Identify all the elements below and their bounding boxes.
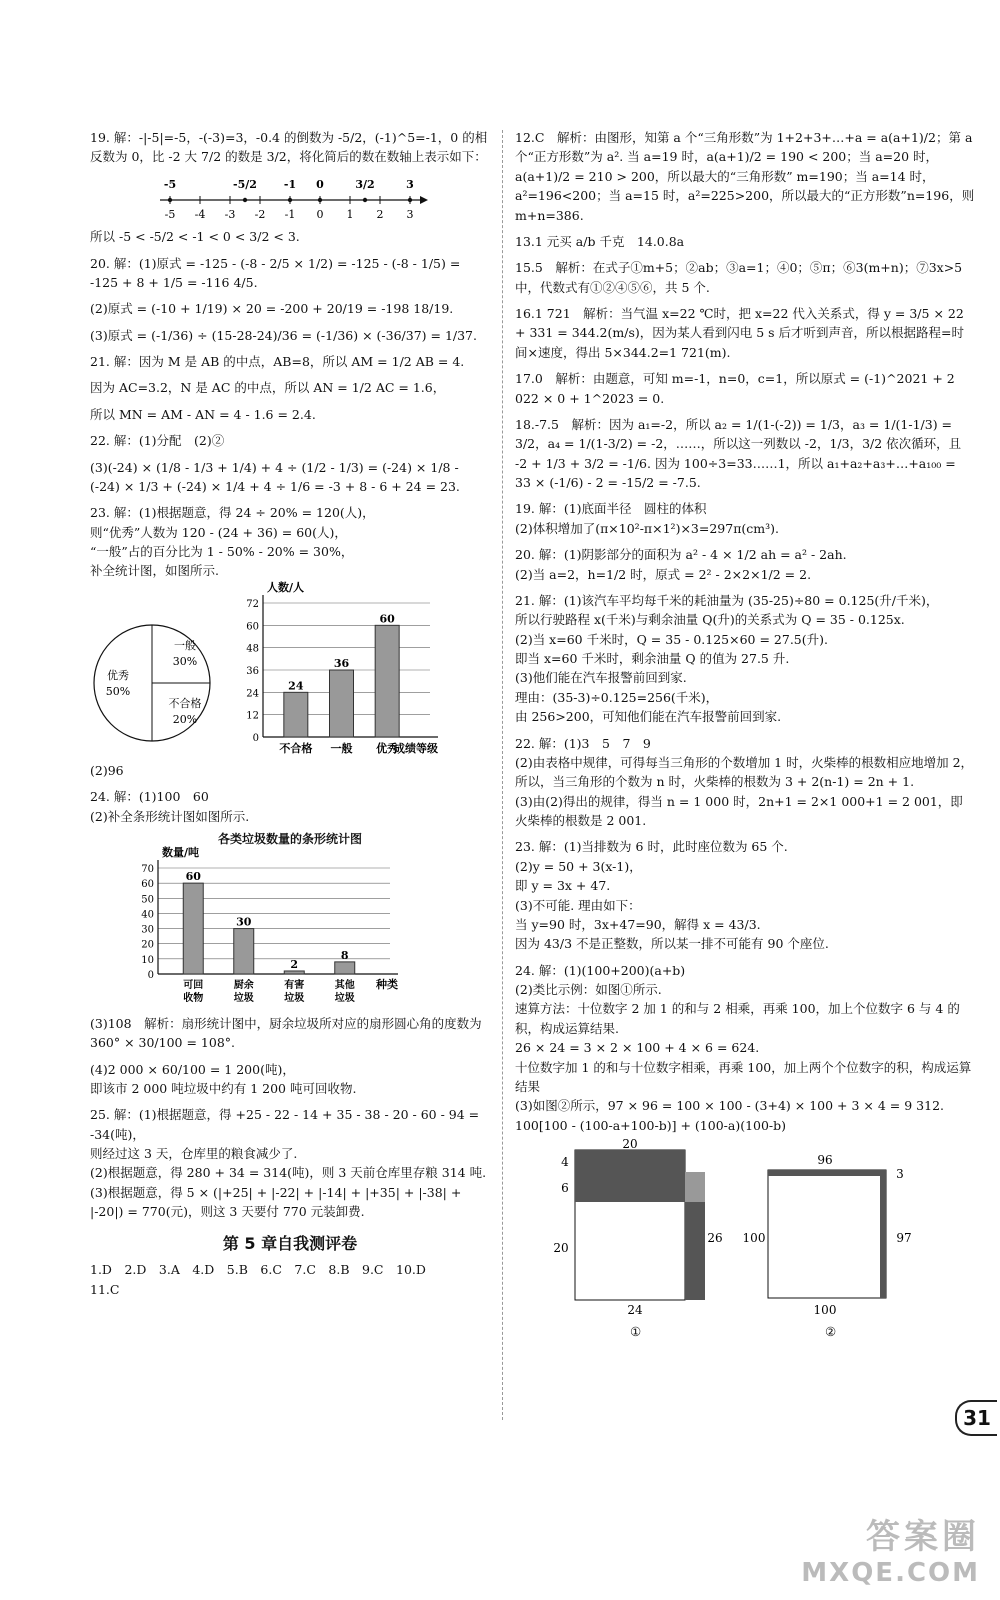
- y-tick-label: 72: [246, 598, 259, 610]
- watermark: [801, 1509, 980, 1588]
- y-tick-label: 20: [141, 940, 154, 952]
- r-q15: 15.5 解析：在式子①m+5；②ab；③a=1；④0；⑤π；⑥3(m+n)；⑦3x>5 中，代数式有①②④⑤⑥，共 5 个.: [515, 260, 967, 295]
- x-tick-label: 垃圾: [233, 993, 254, 1005]
- q23-part2: (2)96: [90, 762, 124, 778]
- pie-label-excellent-pct: 50%: [105, 684, 131, 698]
- x-axis-label: 成绩等级: [394, 741, 438, 755]
- q20-part2: (2)原式 = (-10 + 1/19) × 20 = -200 + 20/19 = -198 18/19.: [90, 301, 454, 317]
- bar-value-label: 60: [379, 612, 395, 626]
- r-q21-5: (3)他们能在汽车报警前回到家.: [515, 670, 687, 686]
- x-tick-label: 一般: [330, 741, 353, 755]
- x-tick-label: 优秀: [376, 741, 399, 755]
- y-axis-label: 人数/人: [267, 580, 305, 594]
- r-q23-1: 23. 解：(1)当排数为 6 时，此时座位数为 65 个.: [515, 839, 788, 855]
- bar: [335, 962, 355, 974]
- bar-value-label: 30: [236, 916, 252, 930]
- numberline-tick-label: 1: [346, 207, 354, 221]
- pie-label-fail: 不合格: [168, 696, 202, 710]
- bar: [234, 929, 254, 974]
- numberline-point: [168, 198, 172, 202]
- figure-captions: [515, 1322, 975, 1342]
- y-tick-label: 60: [141, 879, 154, 891]
- r-q23-4: (3)不可能. 理由如下：: [515, 897, 641, 913]
- y-tick-label: 36: [246, 665, 259, 677]
- numberline-tick-label: -4: [194, 207, 206, 221]
- numberline-tick-label: 0: [316, 207, 324, 221]
- fig1-label-6: 6: [561, 1181, 569, 1195]
- pie-label-general-pct: 30%: [172, 654, 198, 668]
- watermark-line2: MXQE.COM: [801, 1558, 980, 1588]
- fig2-label-3: 3: [896, 1167, 904, 1181]
- r-q24-7: 100[100 - (100-a+100-b)] + (100-a)(100-b): [515, 1117, 787, 1133]
- y-tick-label: 10: [141, 955, 154, 967]
- r-q21-2: 所以行驶路程 x(千米)与剩余油量 Q(升)的关系式为 Q = 35 - 0.125x.: [515, 612, 905, 628]
- bar-value-label: 8: [340, 949, 349, 963]
- section-title: 第 5 章自我测评卷: [222, 1233, 358, 1253]
- r-q24-2: (2)类比示例：如图①所示.: [515, 982, 662, 997]
- fig1-label-26: 26: [707, 1231, 723, 1245]
- q21-line1: 21. 解：因为 M 是 AB 的中点，AB=8，所以 AM = 1/2 AB = 4.: [90, 354, 465, 369]
- pie-label-excellent: 优秀: [107, 668, 129, 682]
- r-q16: 16.1 721 解析：当气温 x=22 ℃时，把 x=22 代入关系式，得 y = 3/5 × 22 + 331 = 344.2(m/s)，因为某人看到闪电 5 s 后才听到声音，所以根据路程=时间×速度，得出 5×344.2=1 721(m).: [515, 306, 968, 360]
- bar: [330, 670, 354, 737]
- numberline-point-label: -5/2: [233, 177, 257, 191]
- q23-figures: [90, 581, 490, 761]
- r-q21-3: (2)当 x=60 千米时，Q = 35 - 0.125×60 = 27.5(升).: [515, 631, 828, 647]
- numberline-tick-label: -2: [254, 207, 266, 221]
- bar: [183, 884, 203, 975]
- x-tick-label: 收物: [183, 993, 204, 1005]
- numberline-point-label: 0: [316, 177, 324, 191]
- fig2-label-97: 97: [896, 1231, 912, 1245]
- bar: [375, 625, 399, 737]
- x-tick-label: 有害: [284, 980, 305, 992]
- r-q24-1: 24. 解：(1)(100+200)(a+b): [515, 962, 686, 978]
- r-q23-6: 因为 43/3 不是正整数，所以某一排不可能有 90 个座位.: [515, 936, 829, 952]
- numberline-point: [288, 198, 292, 202]
- bar-value-label: 2: [290, 958, 299, 972]
- r-q21-6: 理由：(35-3)÷0.125=256(千米)，: [515, 689, 719, 705]
- q25-line3: (2)根据题意，得 280 + 34 = 314(吨)，则 3 天前仓库里存粮 314 吨.: [90, 1165, 487, 1181]
- r-q22-1: 22. 解：(1)3 5 7 9: [515, 735, 651, 751]
- q23-line3: “一般”占的百分比为 1 - 50% - 20% = 30%，: [90, 544, 354, 559]
- r-q24-5: 十位数字加 1 的和与十位数字相乘，再乘 100，加上两个个位数字的积，构成运算结果: [515, 1059, 972, 1094]
- numberline-point: [408, 198, 412, 202]
- numberline-point-label: 3/2: [355, 177, 375, 191]
- x-tick-label: 其他: [334, 980, 355, 992]
- q20-part1: 20. 解：(1)原式 = -125 - (-8 - 2/5 × 1/2) = -125 - (-8 - 1/5) = -125 + 8 + 1/5 = -116 4/5.: [90, 255, 465, 290]
- r-q19-b: (2)体积增加了(π×10²-π×1²)×3=297π(cm³).: [515, 520, 780, 536]
- r-q24-3: 速算方法：十位数字 2 加 1 的和与 2 相乘，再乘 100，加上个位数字 6 与 4 的积，构成运算结果.: [515, 1001, 960, 1036]
- x-tick-label: 不合格: [279, 741, 313, 755]
- q23-line4: 补全统计图，如图所示.: [90, 563, 219, 579]
- q24-part4-conclusion: 即该市 2 000 吨垃圾中约有 1 200 吨可回收物.: [90, 1080, 357, 1096]
- bar: [284, 971, 304, 974]
- pie-chart: [90, 621, 230, 761]
- r-q23-5: 当 y=90 时，3x+47=90，解得 x = 43/3.: [515, 916, 761, 932]
- x-tick-label: 垃圾: [284, 993, 305, 1005]
- bar-value-label: 60: [185, 870, 201, 884]
- fig2-label-96: 96: [817, 1153, 833, 1167]
- r-q19-a: 19. 解：(1)底面半径 圆柱的体积: [515, 501, 707, 517]
- r-q17: 17.0 解析：由题意，可知 m=-1，n=0，c=1，所以原式 = (-1)^2021 + 2 022 × 0 + 1^2023 = 0.: [515, 371, 959, 406]
- figure-2-caption: ②: [825, 1324, 837, 1339]
- fig1-label-4: 4: [561, 1155, 569, 1169]
- bar: [284, 692, 308, 737]
- watermark-line1: 答案圈: [866, 1517, 980, 1557]
- r-q24-6: (3)如图②所示，97 × 96 = 100 × 100 - (3+4) × 100 + 3 × 4 = 9 312.: [515, 1098, 945, 1114]
- q25-line2: 则经过这 3 天，仓库里的粮食减少了.: [90, 1146, 298, 1162]
- numberline-point-label: 3: [406, 177, 414, 191]
- left-column: [90, 128, 490, 1299]
- x-axis-label: 种类: [376, 978, 398, 992]
- y-tick-label: 70: [141, 864, 154, 876]
- q24-part4: (4)2 000 × 60/100 = 1 200(吨)，: [90, 1061, 295, 1077]
- q21-line2: 因为 AC=3.2，N 是 AC 的中点，所以 AN = 1/2 AC = 1.6，: [90, 380, 446, 396]
- r-q23-3: 即 y = 3x + 47.: [515, 878, 611, 894]
- waste-bar-chart: [130, 848, 430, 1008]
- figure-1-caption: ①: [630, 1324, 642, 1339]
- x-tick-label: 可回: [183, 980, 204, 992]
- x-tick-label: 垃圾: [334, 993, 355, 1005]
- y-tick-label: 0: [147, 970, 154, 982]
- q24-part1: 24. 解：(1)100 60: [90, 789, 209, 805]
- number-line: [90, 174, 490, 222]
- q21-line3: 所以 MN = AM - AN = 4 - 1.6 = 2.4.: [90, 406, 316, 422]
- r-q13: 13.1 元买 a/b 千克 14.0.8a: [515, 233, 685, 249]
- r-q20-a: 20. 解：(1)阴影部分的面积为 a² - 4 × 1/2 ah = a² - 2ah.: [515, 547, 847, 563]
- waste-chart-title: 各类垃圾数量的条形统计图: [217, 831, 362, 846]
- r-q21-7: 由 256>200，可知他们能在汽车报警前回到家.: [515, 709, 782, 725]
- numberline-tick-label: 3: [406, 207, 414, 221]
- pie-label-general: 一般: [174, 638, 196, 652]
- q22-part3: (3)(-24) × (1/8 - 1/3 + 1/4) + 4 ÷ (1/2 - 1/3) = (-24) × 1/8 - (-24) × 1/3 + (-24) × 1/4 + 4 ÷ 1/6 = -3 + 8 - 6 + 24 = 23.: [90, 459, 463, 494]
- y-tick-label: 40: [141, 909, 154, 921]
- x-tick-label: 厨余: [233, 980, 254, 992]
- fig2-label-100-bottom: 100: [813, 1303, 837, 1317]
- y-tick-label: 0: [252, 732, 259, 744]
- numberline-point-label: -1: [283, 177, 297, 191]
- fig1-label-24: 24: [627, 1303, 643, 1317]
- numberline-point: [243, 198, 247, 202]
- numberline-point: [363, 198, 367, 202]
- q24-figures: [515, 1137, 975, 1322]
- q24-part2: (2)补全条形统计图如图所示.: [90, 808, 250, 824]
- y-axis-label: 数量/吨: [162, 846, 200, 860]
- numberline-point: [318, 198, 322, 202]
- bar-value-label: 36: [333, 656, 350, 670]
- fig1-label-20-left: 20: [553, 1241, 569, 1255]
- q20-part3: (3)原式 = (-1/36) ÷ (15-28-24)/36 = (-1/36) × (-36/37) = 1/37.: [90, 327, 477, 343]
- q23-line1: 23. 解：(1)根据题意，得 24 ÷ 20% = 120(人)，: [90, 505, 375, 521]
- pie-label-fail-pct: 20%: [172, 712, 198, 726]
- score-bar-chart: [235, 581, 490, 761]
- bar-value-label: 24: [288, 679, 304, 693]
- y-tick-label: 48: [246, 643, 259, 655]
- fig1-label-20-top: 20: [622, 1137, 638, 1151]
- q22-part1: 22. 解：(1)分配 (2)②: [90, 433, 225, 449]
- right-column: [515, 128, 979, 1342]
- numberline-tick-label: -1: [284, 207, 296, 221]
- page-number: 31: [955, 1400, 997, 1436]
- r-q22-2: (2)由表格中规律，可得每当三角形的个数增加 1 时，火柴棒的根数相应地增加 2，所以，当三角形的个数为 n 时，火柴棒的根数为 3 + 2(n-1) = 2n + 1.: [515, 754, 974, 790]
- r-q23-2: (2)y = 50 + 3(x-1)，: [515, 858, 642, 874]
- numberline-tick-label: -5: [164, 207, 176, 221]
- y-tick-label: 12: [246, 710, 259, 722]
- q19-conclusion: 所以 -5 < -5/2 < -1 < 0 < 3/2 < 3.: [90, 229, 300, 245]
- answer-key-line1: 1.D 2.D 3.A 4.D 5.B 6.C 7.C 8.B 9.C 10.D: [90, 1262, 426, 1278]
- r-q20-b: (2)当 a=2，h=1/2 时，原式 = 2² - 2×2×1/2 = 2.: [515, 566, 812, 582]
- q23-line2: 则“优秀”人数为 120 - (24 + 36) = 60(人)，: [90, 524, 347, 540]
- q24-part3: (3)108 解析：扇形统计图中，厨余垃圾所对应的扇形圆心角的度数为 360° × 30/100 = 108°.: [90, 1015, 486, 1051]
- numberline-tick-label: 2: [376, 207, 384, 221]
- r-q12: 12.C 解析：由图形，知第 a 个“三角形数”为 1+2+3+…+a = a(a+1)/2；第 a 个“正方形数”为 a². 当 a=19 时，a(a+1)/2 = 190 < 200；当 a=20 时，a(a+1)/2 = 210 > 200，所以最大的“三角形数” m=190；当 a=14 时，a²=196<200；当 a=15 时，a²=225>200，所以最大的“正方形数”n=196，则 m+n=386.: [515, 130, 979, 223]
- y-tick-label: 50: [141, 894, 154, 906]
- q19-text: 19. 解：-|-5|=-5，-(-3)=3，-0.4 的倒数为 -5/2，(-1)^5=-1，0 的相反数为 0，比 -2 大 7/2 的数是 3/2，将化简后的数在数轴上表示如下：: [90, 130, 488, 165]
- figure-1: [545, 1137, 723, 1322]
- y-tick-label: 30: [141, 925, 154, 937]
- r-q21-4: 即当 x=60 千米时，剩余油量 Q 的值为 27.5 升.: [515, 651, 790, 666]
- r-q21-1: 21. 解：(1)该汽车平均每千米的耗油量为 (35-25)÷80 = 0.125(升/千米)，: [515, 592, 939, 608]
- q25-line1: 25. 解：(1)根据题意，得 +25 - 22 - 14 + 35 - 38 - 20 - 60 - 94 = -34(吨)，: [90, 1107, 484, 1142]
- r-q22-3: (3)由(2)得出的规律，得当 n = 1 000 时，2n+1 = 2×1 000+1 = 2 001，即火柴棒的根数是 2 001.: [515, 793, 963, 828]
- q25-line4: (3)根据题意，得 5 × (|+25| + |-22| + |-14| + |+35| + |-38| + |-20|) = 770(元)，则这 3 天要付 770 元装卸费.: [90, 1184, 466, 1220]
- r-q18: 18.-7.5 解析：因为 a₁=-2，所以 a₂ = 1/(1-(-2)) = 1/3，a₃ = 1/(1-1/3) = 3/2，a₄ = 1/(1-3/2) = -2，……，所以这一列数以 -2，1/3，3/2 依次循环，且 -2 + 1/3 + 3/2 = -1/6. 因为 100÷3=33……1，所以 a₁+a₂+a₃+…+a₁₀₀ = 33 × (-1/6) - 2 = -15/2 = -7.5.: [515, 416, 966, 490]
- answer-key-line2: 11.C: [90, 1281, 120, 1297]
- r-q24-4: 26 × 24 = 3 × 2 × 100 + 4 × 6 = 624.: [515, 1040, 760, 1056]
- figure-2: [740, 1142, 915, 1322]
- y-tick-label: 60: [246, 621, 259, 633]
- fig2-label-100-left: 100: [742, 1231, 766, 1245]
- column-divider: [502, 130, 503, 1420]
- y-tick-label: 24: [246, 688, 259, 700]
- numberline-point-label: -5: [163, 177, 177, 191]
- numberline-tick-label: -3: [224, 207, 236, 221]
